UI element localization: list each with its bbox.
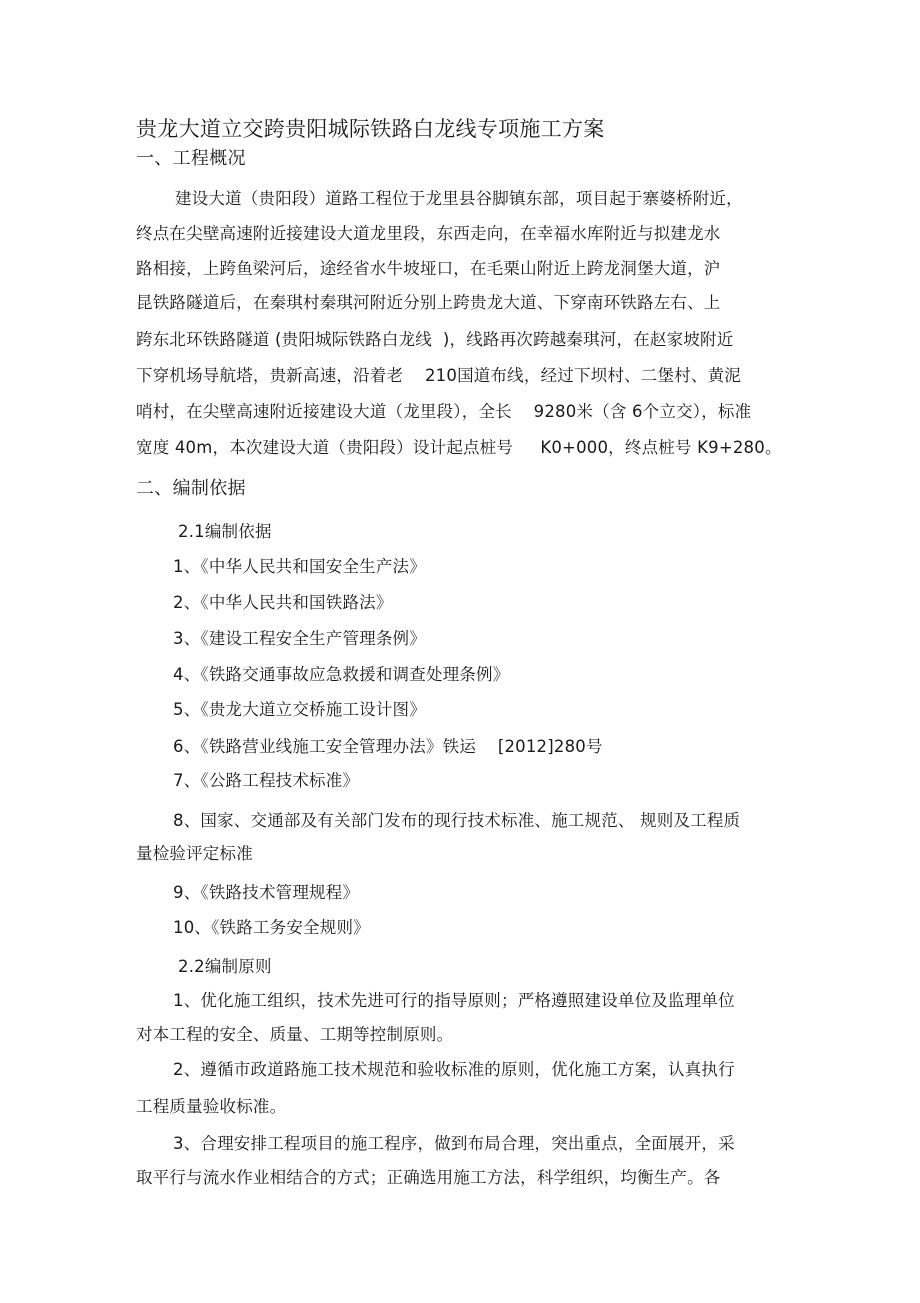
principle-line: 取平行与流水作业相结合的方式；正确选用施工方法，科学组织，均衡生产。各 [136, 1168, 721, 1187]
list-item: 6、《铁路营业线施工安全管理办法》铁运 [2012]280号 [173, 737, 603, 756]
list-item-continuation: 量检验评定标准 [136, 844, 253, 863]
list-item: 4、《铁路交通事故应急救援和调查处理条例》 [173, 665, 510, 684]
paragraph-line: 哨村，在尖壁高速附近接建设大道（龙里段），全长 9280米（含 6个立交），标准 [136, 402, 752, 421]
list-item: 8、国家、交通部及有关部门发布的现行技术标准、施工规范、 规则及工程质 [173, 811, 741, 830]
list-item: 9、《铁路技术管理规程》 [173, 883, 360, 902]
list-item: 7、《公路工程技术标准》 [173, 771, 360, 790]
subsection-heading-basis: 2.1编制依据 [178, 522, 272, 541]
paragraph-line: 建设大道（贵阳段）道路工程位于龙里县谷脚镇东部，项目起于寨婆桥附近， [175, 189, 743, 208]
principle-line: 对本工程的安全、质量、工期等控制原则。 [136, 1025, 454, 1044]
list-item: 3、《建设工程安全生产管理条例》 [173, 629, 426, 648]
document-title: 贵龙大道立交跨贵阳城际铁路白龙线专项施工方案 [136, 117, 605, 141]
paragraph-line: 昆铁路隧道后，在秦琪村秦琪河附近分别上跨贵龙大道、下穿南环铁路左右、上 [136, 293, 721, 312]
paragraph-line: 跨东北环铁路隧道 (贵阳城际铁路白龙线 )，线路再次跨越秦琪河，在赵家坡附近 [136, 330, 734, 349]
list-item: 1、《中华人民共和国安全生产法》 [173, 557, 426, 576]
paragraph-line: 终点在尖壁高速附近接建设大道龙里段，东西走向，在幸福水库附近与拟建龙水 [136, 224, 721, 243]
principle-line: 2、遵循市政道路施工技术规范和验收标准的原则，优化施工方案，认真执行 [173, 1060, 735, 1079]
list-item: 10、《铁路工务安全规则》 [173, 918, 370, 937]
principle-line: 1、优化施工组织，技术先进可行的指导原则；严格遵照建设单位及监理单位 [173, 991, 735, 1010]
paragraph-line: 路相接，上跨鱼梁河后，途经省水牛坡垭口，在毛栗山附近上跨龙洞堡大道，沪 [136, 259, 721, 278]
paragraph-line: 宽度 40m，本次建设大道（贵阳段）设计起点桩号 K0+000，终点桩号 K9+280。 [136, 438, 782, 457]
section-heading-basis: 二、编制依据 [136, 478, 246, 499]
list-item: 5、《贵龙大道立交桥施工设计图》 [173, 700, 426, 719]
subsection-heading-principles: 2.2编制原则 [178, 957, 272, 976]
principle-line: 3、合理安排工程项目的施工程序，做到布局合理，突出重点，全面展开，采 [173, 1134, 735, 1153]
paragraph-line: 下穿机场导航塔，贵新高速，沿着老 210国道布线，经过下坝村、二堡村、黄泥 [136, 366, 741, 385]
principle-line: 工程质量验收标准。 [136, 1097, 287, 1116]
list-item: 2、《中华人民共和国铁路法》 [173, 593, 393, 612]
section-heading-overview: 一、工程概况 [136, 148, 246, 169]
